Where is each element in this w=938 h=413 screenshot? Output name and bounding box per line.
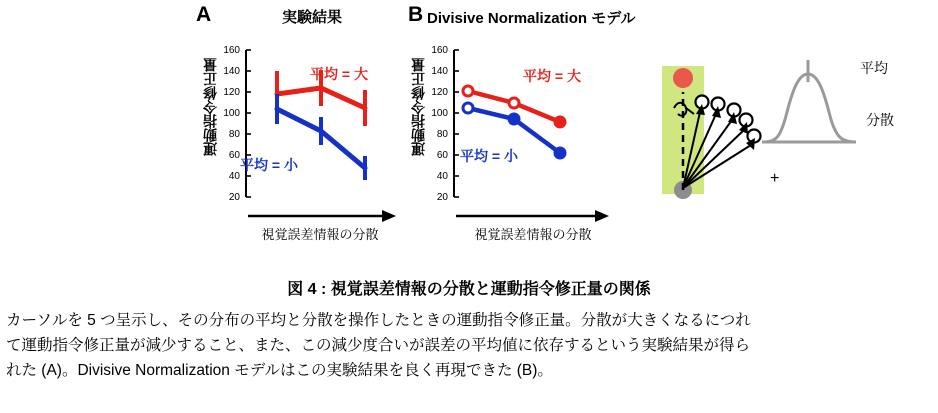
schematic-variance-label: 分散 xyxy=(866,112,894,128)
panel-b-letter: B xyxy=(408,3,424,26)
panel-b xyxy=(405,0,655,268)
caption-body xyxy=(0,308,938,383)
panel-c-schematic xyxy=(650,30,938,230)
panel-a-ytick-60: 60 xyxy=(228,150,240,161)
caption-line-2: て運動指令修正量が減少すること、また、この減少度合いが誤差の平均値に依存するという実験結果が得ら xyxy=(6,337,751,355)
schematic-diagram xyxy=(650,30,938,230)
panel-b-label-high: 平均 = 大 xyxy=(523,68,581,84)
schematic-plus-label: + xyxy=(770,170,780,187)
panel-b-ylabel: 運動指令修正量 xyxy=(410,58,426,156)
panel-a-ytick-40: 40 xyxy=(228,171,240,182)
panel-a-plot xyxy=(244,30,404,250)
panel-a-label-low: 平均 = 小 xyxy=(240,157,298,173)
panel-a-label-high: 平均 = 大 xyxy=(310,66,368,82)
panel-a-xlabel: 視覚誤差情報の分散 xyxy=(261,227,379,242)
caption-line-1: カーソルを 5 つ呈示し、その分布の平均と分散を操作したときの運動指令修正量。分散が大きくなるにつれ xyxy=(6,312,751,329)
panel-b-ytick-140: 140 xyxy=(431,66,448,77)
panel-b-label-low: 平均 = 小 xyxy=(460,148,518,164)
panel-a-ytick-80: 80 xyxy=(228,129,240,140)
panel-b-ytick-40: 40 xyxy=(436,171,448,182)
panel-a-ytick-100: 100 xyxy=(223,108,240,119)
panel-b-ytick-80: 80 xyxy=(436,129,448,140)
panel-a-ylabel: 運動指令修正量 xyxy=(202,58,218,156)
panel-a-title: 実験結果 xyxy=(281,9,342,26)
panel-a-ytick-120: 120 xyxy=(223,87,240,98)
panel-a xyxy=(0,0,400,268)
caption-line-3: れた (A)。Divisive Normalization モデルはこの実験結果を良く再現できた (B)。 xyxy=(6,362,553,380)
caption-title: 図 4 : 視覚誤差情報の分散と運動指令修正量の関係 xyxy=(287,281,651,298)
panel-a-ytick-20: 20 xyxy=(228,192,240,203)
panel-a-ytick-140: 140 xyxy=(223,66,240,77)
panel-b-xlabel: 視覚誤差情報の分散 xyxy=(474,227,592,242)
panel-b-ytick-160: 160 xyxy=(431,45,448,56)
panel-a-letter: A xyxy=(196,3,212,26)
panel-a-ytick-160: 160 xyxy=(223,45,240,56)
panel-b-ytick-60: 60 xyxy=(436,150,448,161)
panel-b-ytick-20: 20 xyxy=(436,192,448,203)
panel-b-title: Divisive Normalization モデル xyxy=(427,10,636,27)
panel-b-plot xyxy=(452,30,627,250)
schematic-mean-label: 平均 xyxy=(860,60,888,76)
caption xyxy=(0,276,938,383)
panel-b-ytick-120: 120 xyxy=(431,87,448,98)
panel-b-ytick-100: 100 xyxy=(431,108,448,119)
